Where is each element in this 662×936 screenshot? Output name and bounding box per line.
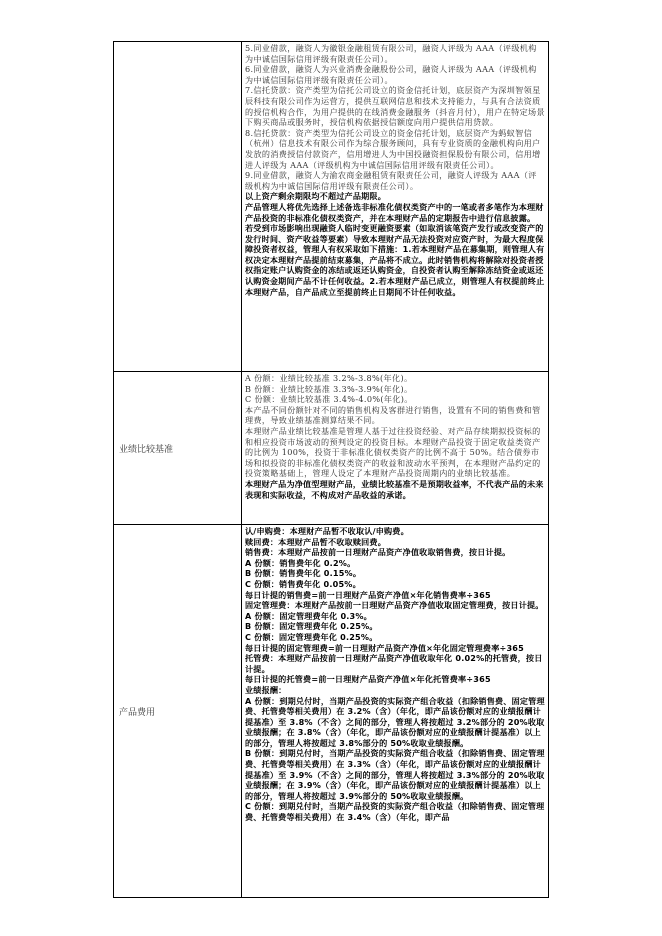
sales-fee-share-b: B 份额：销售费年化 0.15%。 xyxy=(245,568,362,579)
asset-selection-note: 产品管理人将优先选择上述备选非标准化债权类资产中的一笔或者多笔作为本理财产品投资的非标准化债权类资产，并在本理财产品的定期报告中进行信息披露。 xyxy=(245,201,544,223)
management-fee-formula: 每日计提的固定管理费=前一日理财产品资产净值×年化固定管理费率÷365 xyxy=(245,642,524,653)
row-label-cell xyxy=(114,525,242,898)
performance-fee-heading: 业绩报酬： xyxy=(245,684,287,695)
asset-term-note: 以上资产剩余期限均不超过产品期限。 xyxy=(245,191,386,202)
sales-fee-formula: 每日计提的销售费=前一日理财产品资产净值×年化销售费率÷365 xyxy=(245,589,491,600)
asset-item-9: 9.同业借款，融资人为渝农商金融租赁有限责任公司，融资人评级为 AAA（评级机构为中诚信国际信用评级有限责任公司）。 xyxy=(245,170,537,191)
row-label-fees: 产品费用 xyxy=(119,707,156,718)
row-content-cell xyxy=(242,525,549,898)
table-row-product-fees xyxy=(114,525,549,898)
custody-fee: 托管费：本理财产品按前一日理财产品资产净值收取年化 0.02%的托管费，按日计提。 xyxy=(245,653,543,674)
sales-fee-share-c: C 份额：销售费年化 0.05%。 xyxy=(245,578,361,589)
asset-item-5: 5.同业借款，融资人为徽银金融租赁有限公司，融资人评级为 AAA（评级机构为中诚信国际信用评级有限责任公司）。 xyxy=(245,43,537,64)
custody-fee-formula: 每日计提的托管费=前一日理财产品资产净值×年化托管费率÷365 xyxy=(245,674,491,685)
performance-fee-share-c: C 份额：到期兑付时，当期产品投资的实际资产组合收益（扣除销售费、固定管理费、托管费等相关费用）在 3.4%（含）（年化，即产品 xyxy=(245,801,545,823)
table-row-investment-assets xyxy=(114,42,549,372)
row-label-benchmark: 业绩比较基准 xyxy=(119,444,174,455)
table-row-performance-benchmark xyxy=(114,372,549,525)
sales-fee-share-a: A 份额：销售费年化 0.2%。 xyxy=(245,557,356,568)
performance-fee-share-b: B 份额：到期兑付时，当期产品投资的实际资产组合收益（扣除销售费、固定管理费、托管费等相关费用）在 3.3%（含）（年化，即产品该份额对应的业绩报酬计提基准）至 3.9%（不含）之间的部分，管理人将按超过 3.3%部分的 20%收取业绩报酬；在 3.9%（含）（年化，即产品该份额对应的业绩报酬计提基准）以上的部分，管理人将按超过 3.9%部分的 50%收取业绩报酬。 xyxy=(245,748,545,801)
benchmark-disclaimer: 本理财产品为净值型理财产品，业绩比较基准不是预期收益率，不代表产品的未来表现和实际收益，不构成对产品收益的承诺。 xyxy=(245,478,544,500)
asset-item-6: 6.同业借款，融资人为兴业消费金融股份公司，融资人评级为 AAA（评级机构为中诚信国际信用评级有限责任公司）。 xyxy=(245,64,537,85)
management-fee-share-a: A 份额：固定管理费年化 0.3%。 xyxy=(245,610,372,621)
benchmark-share-b: B 份额：业绩比较基准 3.3%-3.9%(年化)。 xyxy=(245,383,413,394)
benchmark-share-note: 本产品不同份额针对不同的销售机构及客群进行销售，设置有不同的销售费和管理费，导致业绩基准测算结果不同。 xyxy=(245,404,541,426)
management-fee: 固定管理费：本理财产品按前一日理财产品资产净值收取固定管理费，按日计提。 xyxy=(245,600,544,611)
benchmark-share-a: A 份额：业绩比较基准 3.2%-3.8%(年化)。 xyxy=(245,373,413,383)
benchmark-explanation: 本理财产品业绩比较基准是管理人基于过往投资经验、对产品存续期拟投资标的和相应投资市场波动的预判设定的投资目标。本理财产品投资于固定收益类资产的比例为 100%，投资于非标准化债权类资产的比例不高于 50%。结合债券市场和拟投资的非标准化债权类资产的收益和波动水平预判，在本理财产品约定的投资策略基础上，管理人设定了本理财产品投资周期内的业绩比较基准。 xyxy=(245,425,541,479)
management-fee-share-c: C 份额：固定管理费年化 0.25%。 xyxy=(245,631,378,642)
row-content-cell xyxy=(242,372,549,525)
benchmark-share-c: C 份额：业绩比较基准 3.4%-4.0%(年化)。 xyxy=(245,394,413,405)
performance-fee-share-a: A 份额：到期兑付时，当期产品投资的实际资产组合收益（扣除销售费、固定管理费、托管费等相关费用）在 3.2%（含）（年化，即产品该份额对应的业绩报酬计提基准）至 3.8%（不含）之间的部分，管理人将按超过 3.2%部分的 20%收取业绩报酬；在 3.8%（含）（年化，即产品该份额对应的业绩报酬计提基准）以上的部分，管理人将按超过 3.8%部分的 50%收取业绩报酬。 xyxy=(245,695,545,748)
asset-item-8: 8.信托贷款：资产类型为信托公司设立的资金信托计划，底层资产为蚂蚁智信（杭州）信息技术有限公司作为综合服务顾问，具有专业资质的金融机构向用户发放的消费授信付款资产，信用增进人为中国投融资担保股份有限公司，信用增进人评级为 AAA（评级机构为中诚信国际信用评级有限责任公司）。 xyxy=(245,127,541,170)
subscription-fee: 认/申购费：本理财产品暂不收取认/申购费。 xyxy=(245,526,409,536)
asset-item-7: 7.信托贷款：资产类型为信托公司设立的资金信托计划，底层资产为深圳智领星辰科技有限公司作为运营方，提供互联网信息和技术支持能力，与具有合法资质的授信机构合作，为用户提供的在线消费金融服务（抖音月付），用户在特定场景下购买商品或服务时，授信机构依据授信额度向用户提供信用贷款。 xyxy=(245,85,545,128)
redemption-fee: 赎回费：本理财产品暂不收取赎回费。 xyxy=(245,536,386,547)
row-label-cell xyxy=(114,372,242,525)
row-content-cell xyxy=(242,42,549,372)
management-fee-share-b: B 份额：固定管理费年化 0.25%。 xyxy=(245,621,378,632)
sales-fee: 销售费：本理财产品按前一日理财产品资产净值收取销售费，按日计提。 xyxy=(245,547,511,558)
asset-change-measures: 若受到市场影响出现融资人临时变更融资要素（如取消该笔资产发行或改变资产的发行时间、资产收益等要素）导致本理财产品无法投资对应资产时，为最大程度保障投资者权益，管理人有权采取如下措施：1.若本理财产品在募集期，则管理人有权决定本理财产品提前结束募集，产品将不成立。此时销售机构将解除对投资者授权指定账户认购资金的冻结或返还认购资金，自投资者认购至解除冻结资金或返还认购资金期间产品不计任何收益。2.若本理财产品已成立，则管理人有权提前终止本理财产品，自产品成立至提前终止日期间不计任何收益。 xyxy=(245,223,545,297)
row-label-cell xyxy=(114,42,242,372)
product-terms-table xyxy=(113,41,549,898)
